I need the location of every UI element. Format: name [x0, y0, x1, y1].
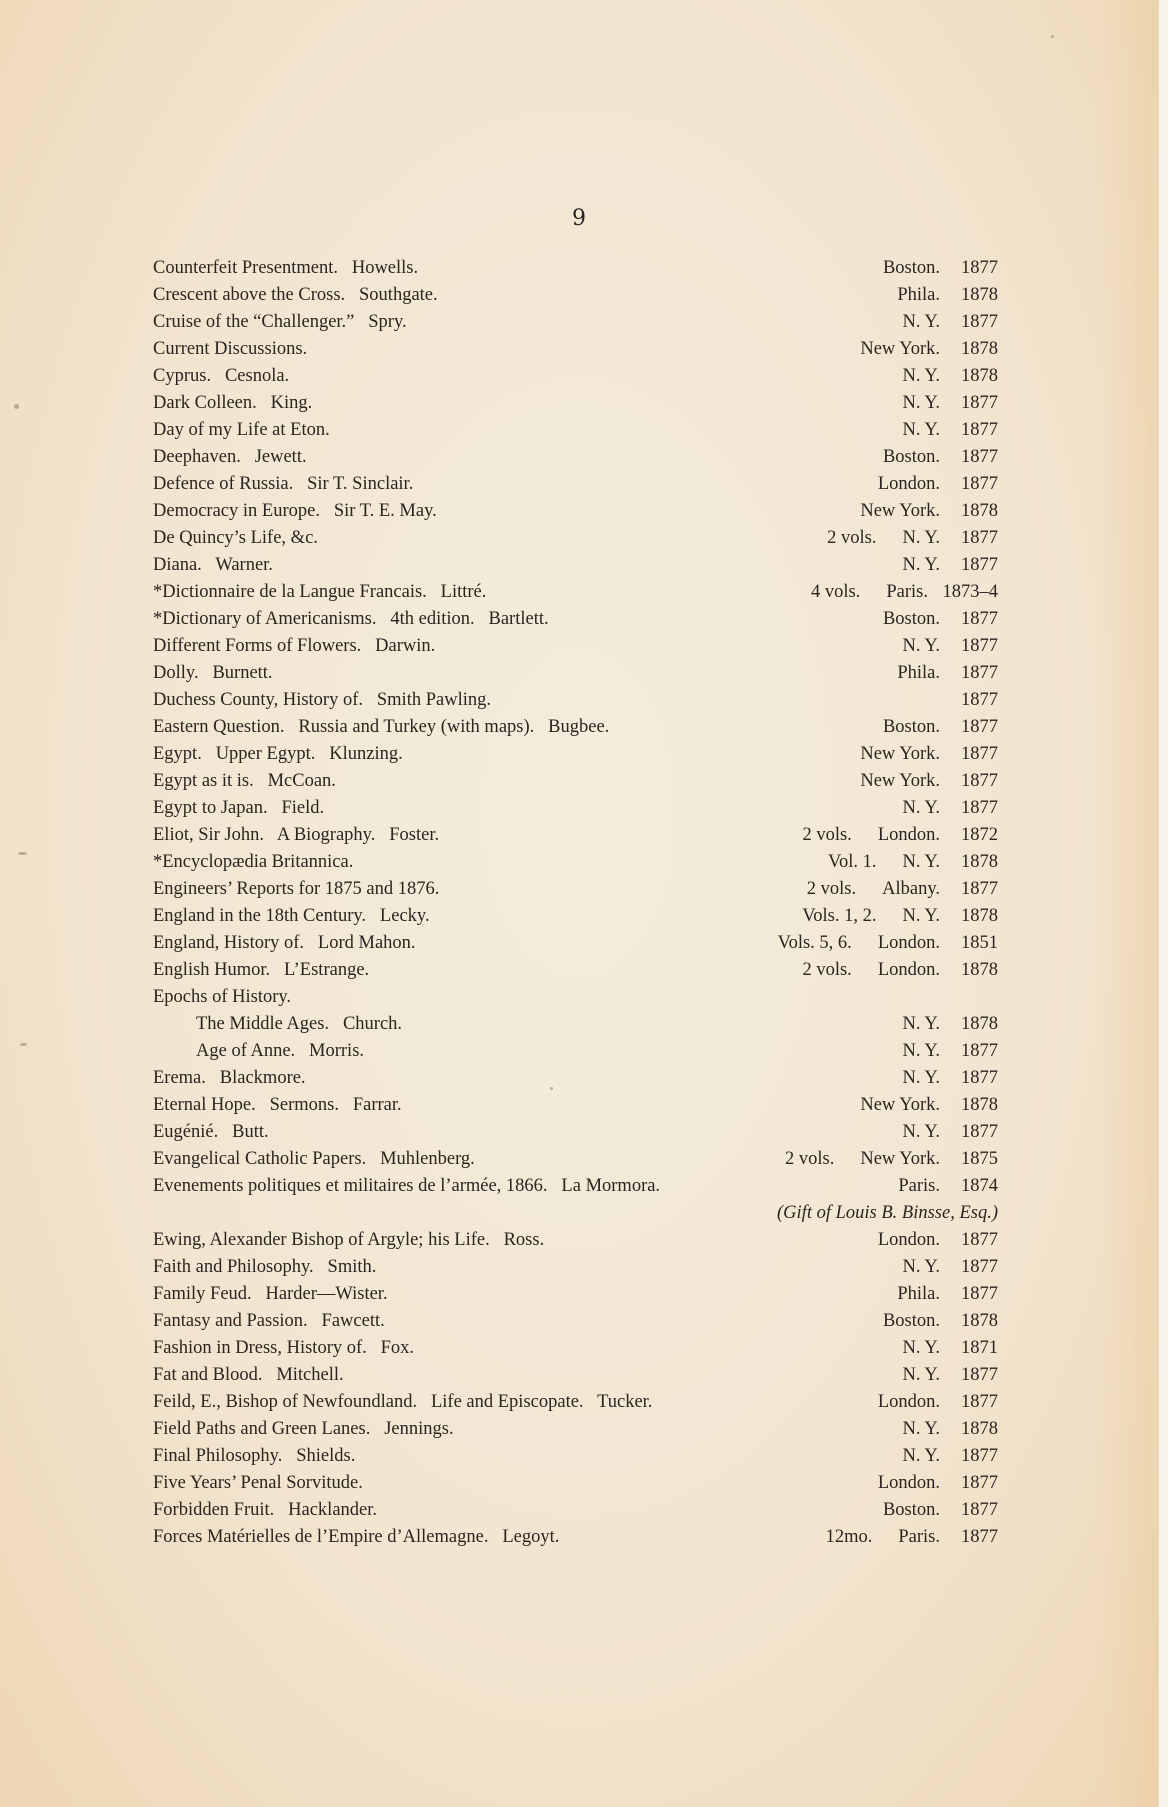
entry-title: English Humor. L’Estrange. [153, 960, 370, 980]
entry-title: Field Paths and Green Lanes. Jennings. [153, 1419, 454, 1439]
entry-place: N. Y. [902, 1419, 940, 1439]
entry-title: Egypt as it is. McCoan. [153, 771, 336, 791]
entry-imprint [902, 1416, 998, 1443]
entry-imprint [860, 336, 998, 363]
entry-imprint [883, 1497, 998, 1524]
entry-place: N. Y. [902, 1365, 940, 1385]
entry-place: N. Y. [902, 366, 940, 386]
catalog-entry [153, 903, 998, 930]
catalog-entry [153, 687, 998, 714]
entry-year: 1877 [961, 1365, 998, 1385]
catalog-entry [153, 1443, 998, 1470]
entry-title: Family Feud. Harder—Wister. [153, 1284, 388, 1304]
catalog-entry [153, 1335, 998, 1362]
entry-place: Boston. [882, 609, 940, 629]
entry-title: Feild, E., Bishop of Newfoundland. Life and Episcopate. Tucker. [153, 1392, 653, 1412]
entry-year: 1877 [961, 1473, 998, 1493]
entry-place: N. Y. [902, 312, 940, 332]
catalog-entry [153, 309, 998, 336]
entry-volumes: Vols. 1, 2. [802, 906, 877, 926]
entry-imprint [860, 1092, 998, 1119]
entry-place: N. Y. [902, 555, 940, 575]
entry-place: N. Y. [902, 1122, 940, 1142]
catalog-entry [153, 255, 998, 282]
ink-speck [550, 1087, 553, 1090]
entry-year: 1877 [961, 690, 998, 710]
catalog-entry [153, 633, 998, 660]
catalog-entry [153, 957, 998, 984]
entry-title: Epochs of History. [153, 987, 292, 1007]
entry-year: 1877 [961, 609, 998, 629]
catalog-entry [153, 660, 998, 687]
entry-imprint [778, 930, 998, 957]
entry-place: Paris. [898, 1527, 940, 1547]
catalog-entry [153, 1173, 998, 1200]
entry-title: *Dictionary of Americanisms. 4th edition. Bartlett. [153, 609, 549, 629]
entry-title: Egypt. Upper Egypt. Klunzing. [153, 744, 403, 764]
entry-title: Cyprus. Cesnola. [153, 366, 290, 386]
entry-title: Engineers’ Reports for 1875 and 1876. [153, 879, 440, 899]
entry-year: 1878 [961, 1014, 998, 1034]
entry-year: 1877 [961, 1257, 998, 1277]
entry-year: 1877 [961, 879, 998, 899]
entry-place: N. Y. [902, 393, 940, 413]
catalog-entry [153, 1524, 998, 1551]
catalog-entry [153, 444, 998, 471]
entry-imprint [802, 957, 998, 984]
catalog-entry [153, 552, 998, 579]
entry-imprint [902, 1119, 998, 1146]
entry-imprint [902, 633, 998, 660]
entry-imprint [860, 498, 998, 525]
ink-speck [14, 404, 19, 409]
catalog-entry [153, 390, 998, 417]
entry-year: 1877 [961, 393, 998, 413]
entry-year: 1878 [961, 339, 998, 359]
entry-imprint [902, 1443, 998, 1470]
entry-place: London. [877, 1473, 940, 1493]
entry-place: Paris. [886, 582, 928, 602]
catalog-entry [153, 714, 998, 741]
entry-volumes: 2 vols. [802, 960, 852, 980]
entry-title: Erema. Blackmore. [153, 1068, 306, 1088]
entry-title: Defence of Russia. Sir T. Sinclair. [153, 474, 414, 494]
catalog-entry [153, 336, 998, 363]
catalog-entry [153, 768, 998, 795]
entry-title: Crescent above the Cross. Southgate. [153, 285, 438, 305]
entry-imprint [826, 1524, 998, 1551]
page-number: 9 [572, 206, 586, 231]
entry-volumes: 4 vols. [811, 582, 861, 602]
catalog-entry [153, 1281, 998, 1308]
catalog-entry [153, 1254, 998, 1281]
entry-place: Boston. [882, 447, 940, 467]
entry-place: New York. [860, 771, 940, 791]
catalog-entry [153, 1416, 998, 1443]
entry-year: 1877 [961, 717, 998, 737]
entry-imprint [802, 822, 998, 849]
entry-imprint [883, 1308, 998, 1335]
entry-year: 1877 [961, 1122, 998, 1142]
entry-title: Fat and Blood. Mitchell. [153, 1365, 344, 1385]
entry-imprint [827, 525, 998, 552]
entry-year: 1877 [961, 447, 998, 467]
entry-place: N. Y. [902, 906, 940, 926]
entry-place: New York. [860, 744, 940, 764]
entry-year: 1878 [961, 1095, 998, 1115]
entry-place: New York. [860, 1095, 940, 1115]
entry-title: Duchess County, History of. Smith Pawling. [153, 690, 491, 710]
entry-year: 1877 [961, 636, 998, 656]
catalog-entry [153, 795, 998, 822]
entry-place: Phila. [897, 285, 940, 305]
entry-year: 1877 [961, 474, 998, 494]
entry-year: 1871 [961, 1338, 998, 1358]
entry-title: Eliot, Sir John. A Biography. Foster. [153, 825, 440, 845]
entry-place: London. [877, 960, 940, 980]
entry-imprint [940, 687, 998, 714]
entry-place: London. [877, 1392, 940, 1412]
entry-imprint [897, 282, 998, 309]
entry-imprint [902, 1335, 998, 1362]
entry-imprint [902, 390, 998, 417]
entry-title: Dark Colleen. King. [153, 393, 313, 413]
entry-volumes: 12mo. [825, 1527, 873, 1547]
entry-year: 1877 [961, 1068, 998, 1088]
entry-place: Boston. [882, 1500, 940, 1520]
entry-imprint [902, 417, 998, 444]
entry-year: 1877 [961, 1500, 998, 1520]
entry-place: New York. [860, 1149, 940, 1169]
entry-imprint [883, 444, 998, 471]
catalog-entry [153, 849, 998, 876]
catalog-entry [153, 1038, 998, 1065]
entry-volumes: 2 vols. [827, 528, 877, 548]
entry-place: London. [877, 933, 940, 953]
entry-year: 1877 [961, 420, 998, 440]
entry-imprint [902, 1065, 998, 1092]
entry-place: N. Y. [902, 1014, 940, 1034]
entry-place: New York. [860, 501, 940, 521]
entry-year: 1872 [961, 825, 998, 845]
catalog-entry [153, 606, 998, 633]
entry-year: 1877 [961, 1446, 998, 1466]
entry-title: Day of my Life at Eton. [153, 420, 330, 440]
entry-title: Age of Anne. Morris. [196, 1041, 365, 1061]
entry-year: 1877 [961, 555, 998, 575]
entry-imprint [897, 660, 998, 687]
catalog-entry [153, 579, 998, 606]
entry-place: N. Y. [902, 528, 940, 548]
entry-year: 1851 [961, 933, 998, 953]
catalog-entry [153, 1011, 998, 1038]
entry-year: 1877 [961, 1041, 998, 1061]
ink-speck [1051, 35, 1054, 38]
entry-place: N. Y. [902, 636, 940, 656]
entry-title: Eternal Hope. Sermons. Farrar. [153, 1095, 402, 1115]
entry-year: 1877 [961, 1230, 998, 1250]
entry-place: N. Y. [902, 1068, 940, 1088]
entry-year: 1878 [961, 366, 998, 386]
entry-imprint [902, 309, 998, 336]
entry-place: N. Y. [902, 420, 940, 440]
entry-imprint [802, 903, 998, 930]
entry-title: Democracy in Europe. Sir T. E. May. [153, 501, 437, 521]
catalog-entry [153, 1362, 998, 1389]
entry-imprint [902, 363, 998, 390]
entry-title: Faith and Philosophy. Smith. [153, 1257, 377, 1277]
entry-imprint [902, 1362, 998, 1389]
entry-title: Current Discussions. [153, 339, 308, 359]
entry-volumes: 2 vols. [802, 825, 852, 845]
entry-year: 1877 [961, 258, 998, 278]
entry-title: Counterfeit Presentment. Howells. [153, 258, 419, 278]
entry-imprint [902, 1011, 998, 1038]
catalog-entry [153, 1065, 998, 1092]
entry-title: Fashion in Dress, History of. Fox. [153, 1338, 415, 1358]
entry-year: 1878 [961, 1311, 998, 1331]
entry-imprint [897, 1281, 998, 1308]
entry-title: England in the 18th Century. Lecky. [153, 906, 430, 926]
entry-place: Phila. [897, 663, 940, 683]
entry-title: Egypt to Japan. Field. [153, 798, 325, 818]
entry-imprint [883, 714, 998, 741]
entry-title: De Quincy’s Life, &c. [153, 528, 318, 548]
entry-place: Boston. [882, 1311, 940, 1331]
entry-year: 1878 [961, 1419, 998, 1439]
page-edge [1158, 0, 1168, 1807]
catalog-entry [153, 1389, 998, 1416]
entry-imprint [860, 768, 998, 795]
entry-imprint [860, 741, 998, 768]
entry-title: The Middle Ages. Church. [196, 1014, 403, 1034]
entry-year: 1877 [961, 312, 998, 332]
entry-place: Boston. [882, 717, 940, 737]
entry-year: 1877 [961, 798, 998, 818]
entry-place: N. Y. [902, 1041, 940, 1061]
entry-title: Evenements politiques et militaires de l’armée, 1866. La Mormora. [153, 1176, 661, 1196]
entry-title: Final Philosophy. Shields. [153, 1446, 356, 1466]
entry-imprint [811, 579, 998, 606]
entry-title: Cruise of the “Challenger.” Spry. [153, 312, 407, 332]
entry-title: Fantasy and Passion. Fawcett. [153, 1311, 385, 1331]
entry-title: Forces Matérielles de l’Empire d’Allemagne. Legoyt. [153, 1527, 560, 1547]
catalog-entry [153, 471, 998, 498]
entry-year: 1878 [961, 906, 998, 926]
entry-imprint [883, 255, 998, 282]
entry-title: *Encyclopædia Britannica. [153, 852, 354, 872]
catalog-entry [153, 876, 998, 903]
entry-title: Dolly. Burnett. [153, 663, 273, 683]
entry-year: 1878 [961, 852, 998, 872]
entry-volumes: Vol. 1. [827, 852, 877, 872]
catalog-entry [153, 1092, 998, 1119]
entry-imprint [807, 876, 998, 903]
entry-place: Paris. [898, 1176, 940, 1196]
entry-title: Ewing, Alexander Bishop of Argyle; his Life. Ross. [153, 1230, 545, 1250]
catalog-entry [153, 930, 998, 957]
entry-place: N. Y. [902, 852, 940, 872]
entry-title: Forbidden Fruit. Hacklander. [153, 1500, 378, 1520]
entry-year: 1878 [961, 501, 998, 521]
entry-imprint [878, 1470, 998, 1497]
entry-imprint [785, 1146, 998, 1173]
entry-year: 1877 [961, 528, 998, 548]
ink-speck [18, 852, 27, 855]
catalog-entry [153, 1497, 998, 1524]
catalog-entry [153, 1308, 998, 1335]
entry-imprint [878, 1227, 998, 1254]
entry-place: London. [877, 1230, 940, 1250]
catalog-entry [153, 363, 998, 390]
entry-volumes: 2 vols. [806, 879, 857, 899]
entry-imprint [828, 849, 998, 876]
entry-place: London. [877, 474, 940, 494]
entry-place: N. Y. [902, 1257, 940, 1277]
entry-imprint [902, 1038, 998, 1065]
entry-title: England, History of. Lord Mahon. [153, 933, 416, 953]
entry-imprint [902, 1254, 998, 1281]
entry-year: 1877 [961, 1527, 998, 1547]
entry-year: 1878 [961, 285, 998, 305]
entry-year: 1877 [961, 771, 998, 791]
entry-year: 1875 [961, 1149, 998, 1169]
catalog-entry [153, 1470, 998, 1497]
entry-imprint [878, 471, 998, 498]
entry-title: Five Years’ Penal Sorvitude. [153, 1473, 363, 1493]
gift-note: (Gift of Louis B. Binsse, Esq.) [777, 1203, 998, 1223]
entry-place: Phila. [897, 1284, 940, 1304]
entry-imprint [898, 1173, 998, 1200]
entry-year: 1877 [961, 663, 998, 683]
catalog-entry [153, 984, 998, 1011]
entry-place: New York. [860, 339, 940, 359]
catalog-entry [153, 417, 998, 444]
entry-imprint [902, 795, 998, 822]
catalog-entry [153, 822, 998, 849]
entry-place: London. [877, 825, 940, 845]
entry-place: N. Y. [902, 1446, 940, 1466]
catalog-entry [153, 1119, 998, 1146]
entry-title: Eugénié. Butt. [153, 1122, 269, 1142]
catalog-entry-list [153, 255, 998, 1551]
entry-volumes: 2 vols. [784, 1149, 835, 1169]
entry-year: 1877 [961, 1392, 998, 1412]
entry-title: Evangelical Catholic Papers. Muhlenberg. [153, 1149, 475, 1169]
entry-imprint [883, 606, 998, 633]
gift-note-row [153, 1200, 998, 1227]
entry-year: 1873–4 [942, 582, 998, 602]
entry-imprint [902, 552, 998, 579]
entry-title: *Dictionnaire de la Langue Francais. Littré. [153, 582, 487, 602]
entry-year: 1874 [961, 1176, 998, 1196]
entry-year: 1877 [961, 744, 998, 764]
catalog-entry [153, 1146, 998, 1173]
entry-place: N. Y. [902, 798, 940, 818]
catalog-entry [153, 1227, 998, 1254]
entry-year: 1877 [961, 1284, 998, 1304]
entry-title: Different Forms of Flowers. Darwin. [153, 636, 436, 656]
catalog-entry [153, 498, 998, 525]
entry-title: Eastern Question. Russia and Turkey (with maps). Bugbee. [153, 717, 610, 737]
catalog-entry [153, 282, 998, 309]
catalog-entry [153, 525, 998, 552]
entry-title: Deephaven. Jewett. [153, 447, 307, 467]
entry-place: Albany. [882, 879, 940, 899]
entry-place: Boston. [882, 258, 940, 278]
catalog-entry [153, 741, 998, 768]
entry-volumes: Vols. 5, 6. [777, 933, 852, 953]
entry-title: Diana. Warner. [153, 555, 273, 575]
entry-year: 1878 [961, 960, 998, 980]
entry-imprint [878, 1389, 998, 1416]
ink-speck [20, 1043, 27, 1046]
entry-place: N. Y. [902, 1338, 940, 1358]
